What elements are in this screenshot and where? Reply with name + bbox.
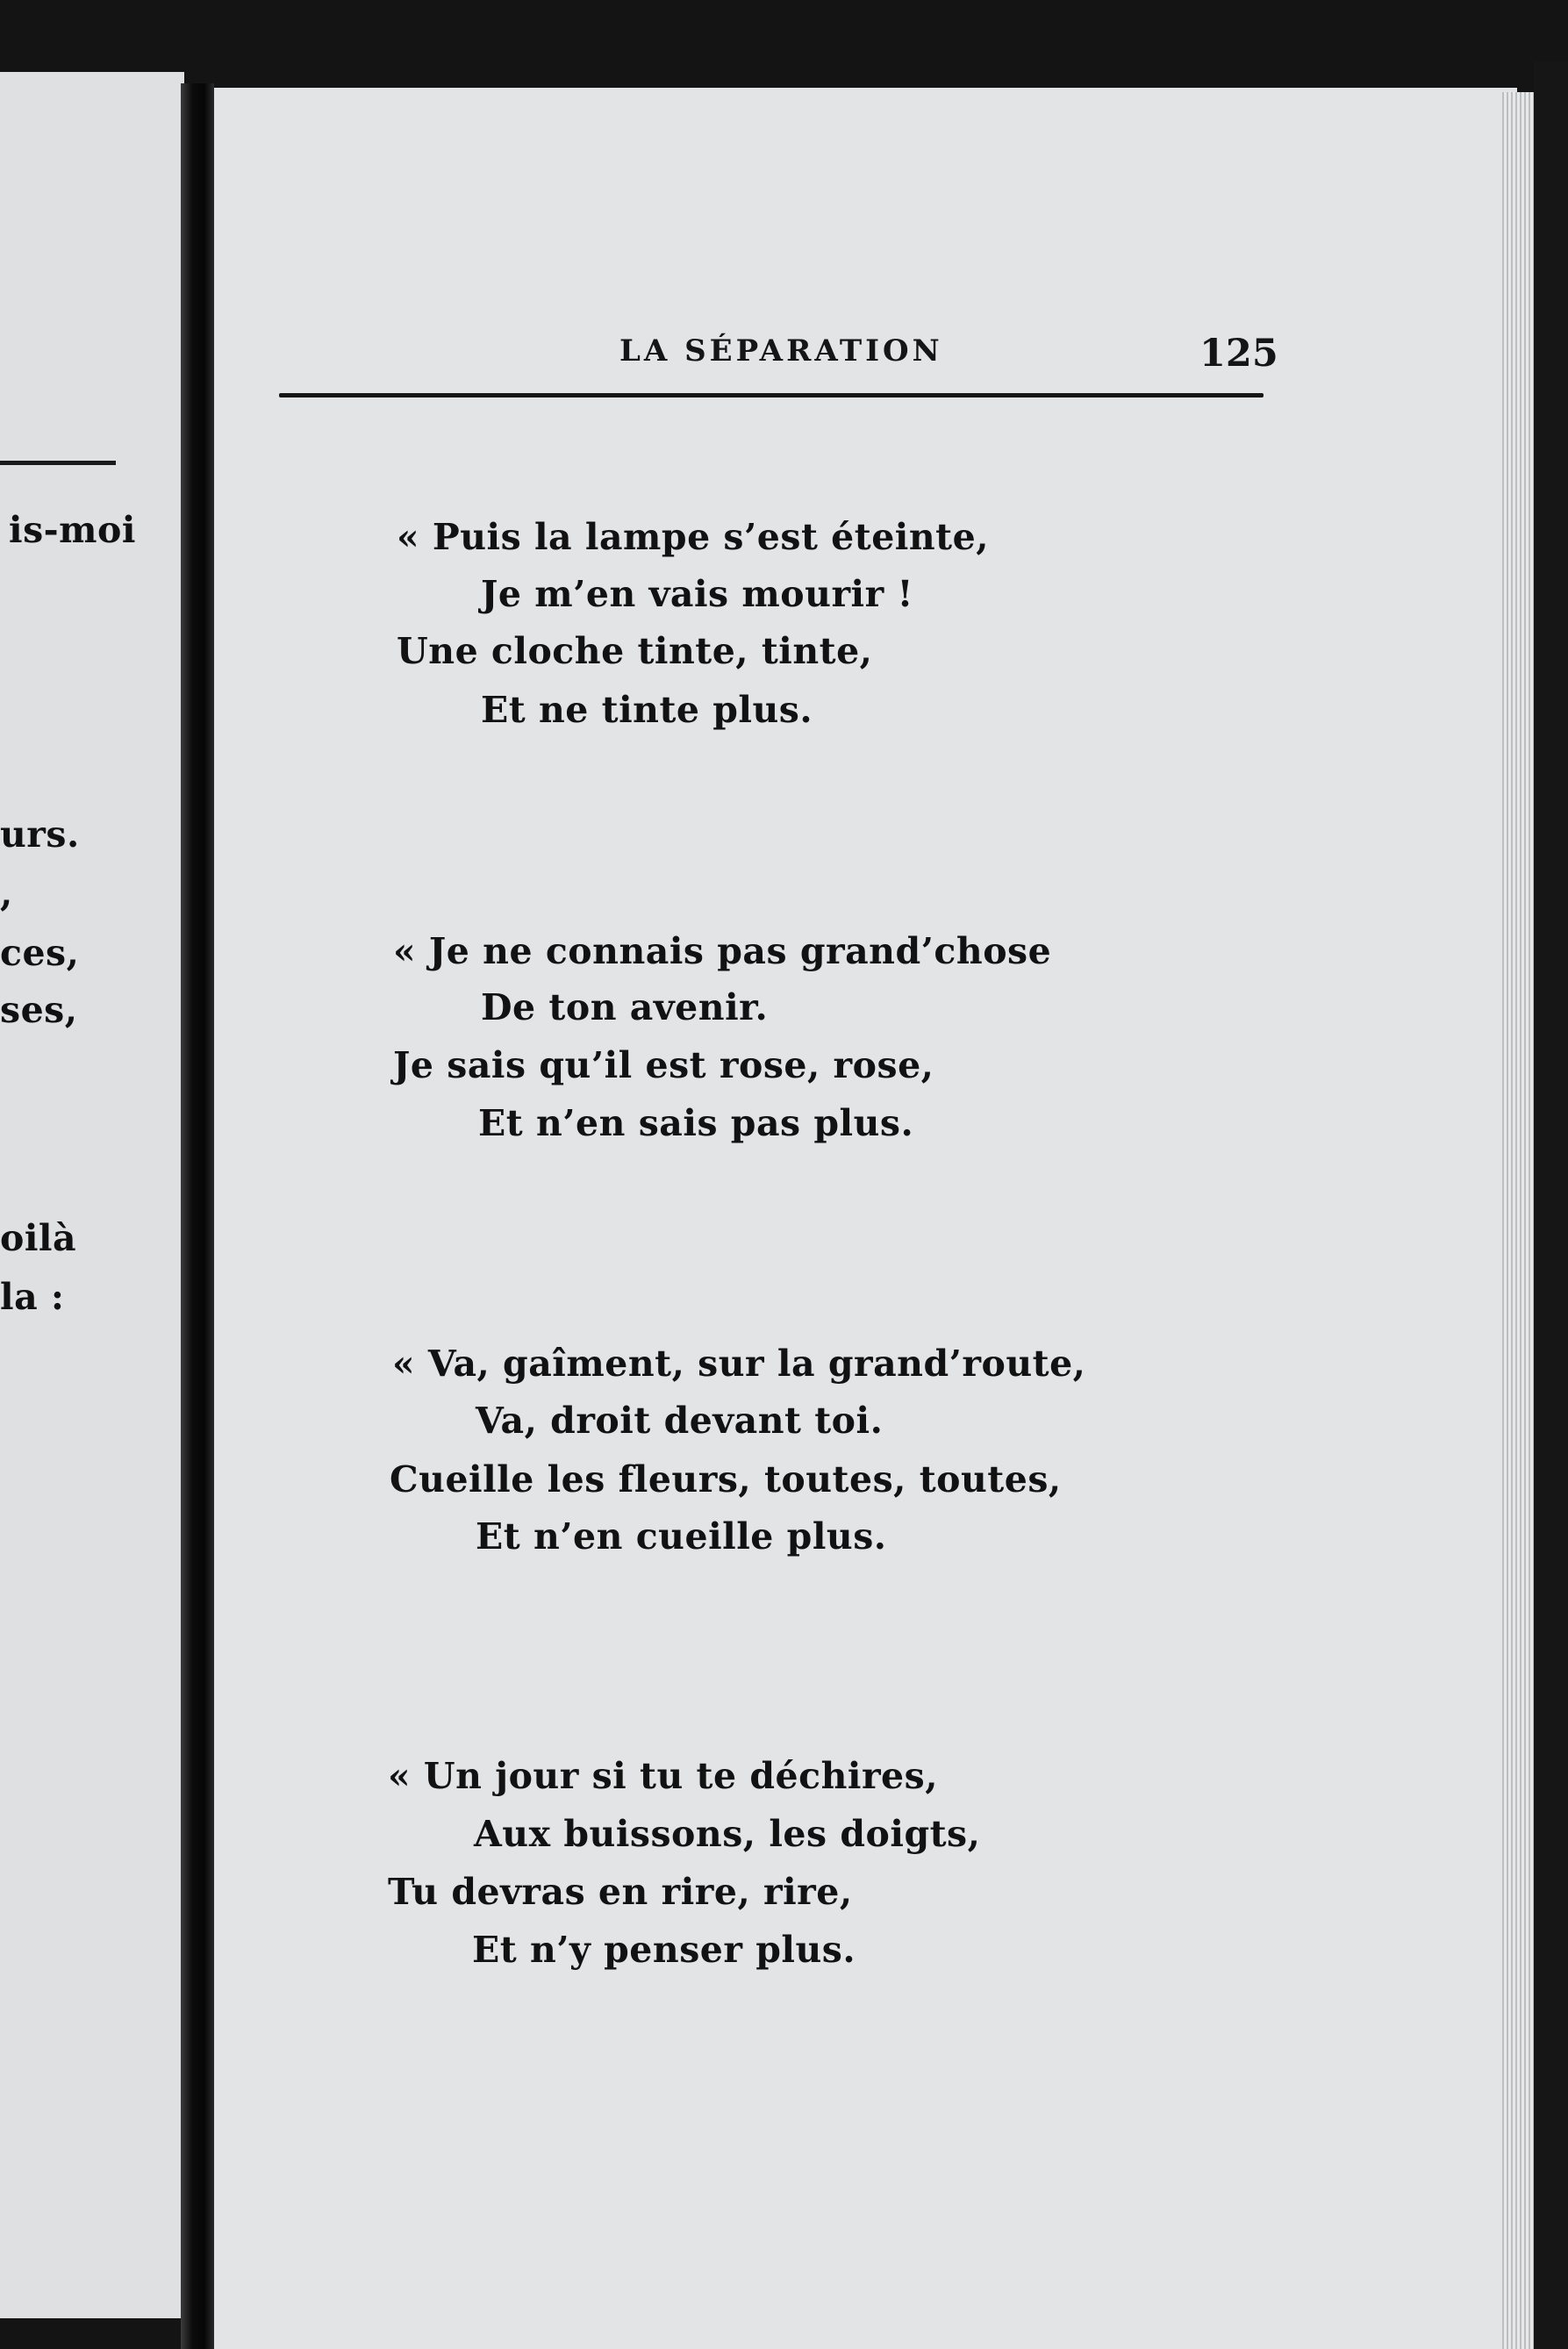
left-page	[0, 72, 184, 2318]
verse-line: Aux buissons, les doigts,	[474, 1813, 981, 1855]
page-edges	[1502, 92, 1534, 2349]
verse-line: De ton avenir.	[481, 986, 769, 1028]
left-page-fragment: oilà	[0, 1217, 77, 1259]
left-header-rule	[0, 461, 116, 465]
left-page-fragment: ,	[0, 872, 13, 914]
running-header-title: LA SÉPARATION	[619, 333, 943, 369]
verse-line: Et n’en sais pas plus.	[478, 1102, 914, 1144]
verse-line: Et n’en cueille plus.	[476, 1515, 887, 1558]
verse-line: « Va, gaîment, sur la grand’route,	[392, 1343, 1086, 1385]
verse-line: Cueille les fleurs, toutes, toutes,	[390, 1458, 1062, 1500]
verse-line: Je m’en vais mourir !	[481, 573, 913, 615]
left-page-fragment: ces,	[0, 932, 80, 974]
verse-line: « Puis la lampe s’est éteinte,	[397, 516, 989, 558]
right-page	[214, 88, 1517, 2349]
verse-line: « Un jour si tu te déchires,	[388, 1755, 938, 1797]
left-page-fragment: ses,	[0, 989, 78, 1031]
verse-line: Tu devras en rire, rire,	[388, 1871, 853, 1913]
verse-line: Et ne tinte plus.	[481, 689, 813, 731]
left-page-fragment: la :	[0, 1276, 65, 1318]
verse-line: Et n’y penser plus.	[472, 1929, 856, 1971]
scan-border	[1534, 61, 1568, 2349]
verse-line: Va, droit devant toi.	[476, 1400, 884, 1442]
left-page-fragment: is-moi	[9, 509, 136, 551]
header-rule	[279, 393, 1264, 397]
page-number: 125	[1199, 332, 1278, 376]
verse-line: Je sais qu’il est rose, rose,	[393, 1044, 934, 1086]
left-page-fragment: urs.	[0, 813, 80, 856]
verse-line: « Je ne connais pas grand’chose	[393, 930, 1052, 972]
book-spine	[181, 83, 214, 2349]
verse-line: Une cloche tinte, tinte,	[397, 630, 873, 672]
